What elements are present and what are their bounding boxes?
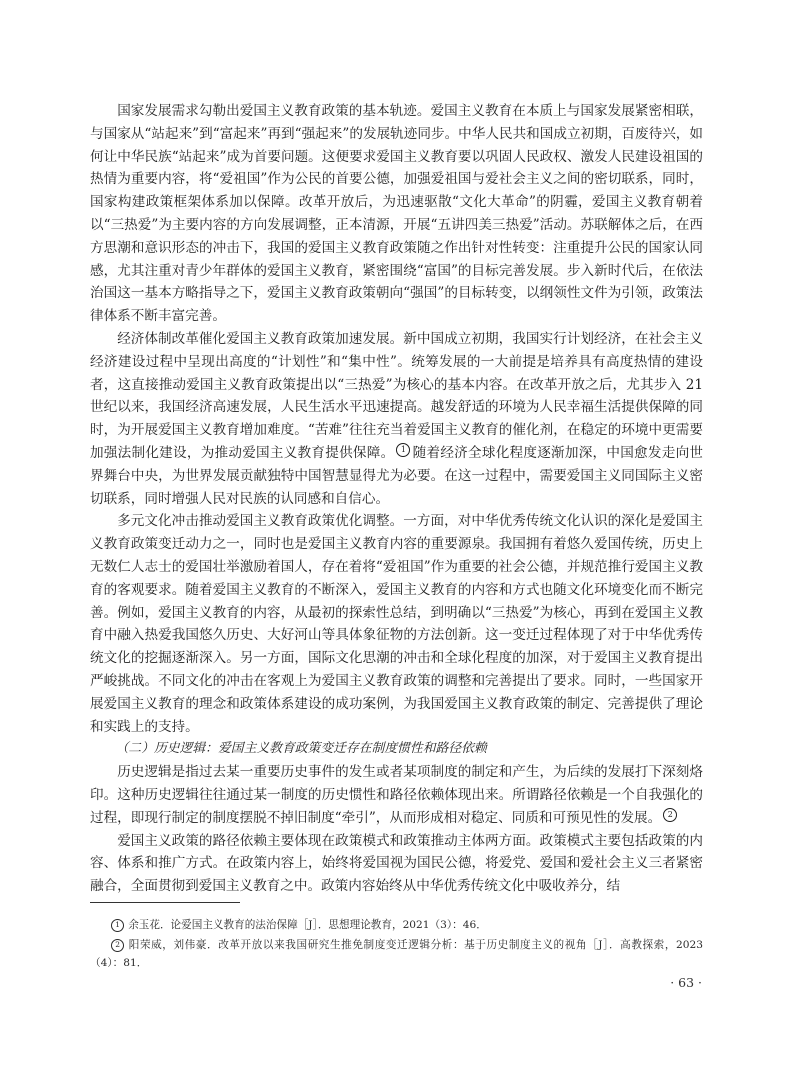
section-heading: （二）历史逻辑：爱国主义教育政策变迁存在制度惯性和路径依赖 — [115, 741, 487, 757]
paragraph-text: 爱国主义政策的路径依赖主要体现在政策模式和政策推动主体两方面。政策模式主要包括政策的内容、体系和推广方式。在政策内容上，始终将爱国视为国民公德，将爱党、爱国和爱社会主义三者紧密融合，全面贯彻到爱国主义教育之中。政策内容始终从中华优秀传统文化中吸收养分，结 — [90, 832, 703, 895]
paragraph-national-development — [90, 100, 703, 328]
footnote-1 — [90, 916, 703, 935]
footnote-2 — [90, 936, 703, 973]
footnote-ref-2[interactable]: 2 — [663, 808, 677, 822]
paragraph-cultural-impact — [90, 510, 703, 738]
paragraph-text: 经济体制改革催化爱国主义教育政策加速发展。新中国成立初期，我国实行计划经济，在社会主义经济建设过程中呈现出高度的“计划性”和“集中性”。统筹发展的一大前提是培养具有高度热情的建设者，这直接推动爱国主义教育政策提出以“三热爱”为核心的基本内容。在改革开放之后，尤其步入 21 世纪以来，我国经济高速发展，人民生活水平迅速提高。越发舒适的环境为人民幸福生活提供保障的同时，为开展爱国主义教育增加难度。“苦难”往往充当着爱国主义教育的催化剂，在稳定的环境中更需要加强法制化建设，为推动爱国主义教育提供保障。 — [90, 330, 703, 461]
body-text — [90, 100, 703, 898]
footnote-text: 阳荣威，刘伟豪．改革开放以来我国研究生推免制度变迁逻辑分析：基于历史制度主义的视角［J］．高教探索，2023（4）：81． — [90, 938, 703, 969]
paragraph-text: 国家发展需求勾勒出爱国主义教育政策的基本轨迹。爱国主义教育在本质上与国家发展紧密相联，与国家从“站起来”到“富起来”再到“强起来”的发展轨迹同步。中华人民共和国成立初期，百废待兴，如何让中华民族“站起来”成为首要问题。这便要求爱国主义教育要以巩固人民政权、激发人民建设祖国的热情为重要内容，将“爱祖国”作为公民的首要公德，加强爱祖国与爱社会主义之间的密切联系，同时，国家构建政策框架体系加以保障。改革开放后，为迅速驱散“文化大革命”的阴霾，爱国主义教育朝着以“三热爱”为主要内容的方向发展调整，正本清源，开展“五讲四美三热爱”活动。苏联解体之后，在西方思潮和意识形态的冲击下，我国的爱国主义教育政策随之作出针对性转变：注重提升公民的国家认同感，尤其注重对青少年群体的爱国主义教育，紧密围绕“富国”的目标完善发展。步入新时代后，在依法治国这一基本方略指导之下，爱国主义教育政策朝向“强国”的目标转变，以纲领性文件为引领，政策法律体系不断丰富完善。 — [90, 103, 703, 325]
footnote-ref-1[interactable]: 1 — [396, 443, 410, 457]
paragraph-path-dependence — [90, 830, 703, 898]
footnote-mark: 1 — [111, 919, 124, 932]
footnotes — [90, 916, 703, 974]
footnote-text: 余玉花．论爱国主义教育的法治保障［J］．思想理论教育，2021（3）：46． — [128, 919, 487, 931]
paragraph-text: 多元文化冲击推动爱国主义教育政策优化调整。一方面，对中华优秀传统文化认识的深化是爱国主义教育政策变迁动力之一，同时也是爱国主义教育内容的重要源泉。我国拥有着悠久爱国传统，历史上无数仁人志士的爱国壮举激励着国人，存在着将“爱祖国”作为重要的社会公德，并规范推行爱国主义教育的客观要求。随着爱国主义教育的不断深入，爱国主义教育的内容和方式也随文化环境变化而不断完善。例如，爱国主义教育的内容，从最初的探索性总结，到明确以“三热爱”为核心，再到在爱国主义教育中融入热爱我国悠久历史、大好河山等具体象征物的方法创新。这一变迁过程体现了对于中华优秀传统文化的挖掘逐渐深入。另一方面，国际文化思潮的冲击和全球化程度的加深，对于爱国主义教育提出严峻挑战。不同文化的冲击在客观上为爱国主义教育政策的调整和完善提出了要求。同时，一些国家开展爱国主义教育的理念和政策体系建设的成功案例，为我国爱国主义教育政策的制定、完善提供了理论和实践上的支持。 — [90, 513, 703, 735]
paragraph-text-continued: 随着经济全球化程度逐渐加深，中国愈发走向世界舞台中央，为世界发展贡献独特中国智慧显得尤为必要。在这一过程中，需要爱国主义同国际主义密切联系，同时增强人民对民族的认同感和自信心。 — [90, 444, 704, 507]
paragraph-economic-reform — [90, 328, 703, 510]
footnote-divider — [90, 902, 240, 903]
footnote-mark: 2 — [111, 939, 124, 952]
paragraph-historical-logic — [90, 761, 703, 829]
paragraph-text: 历史逻辑是指过去某一重要历史事件的发生或者某项制度的制定和产生，为后续的发展打下深刻烙印。这种历史逻辑往往通过某一制度的历史惯性和路径依赖体现出来。所谓路径依赖是一个自我强化的过程，即现行制定的制度摆脱不掉旧制度“牵引”，从而形成相对稳定、同质和可预见性的发展。 — [90, 764, 703, 826]
page-number: · 63 · — [670, 975, 702, 990]
